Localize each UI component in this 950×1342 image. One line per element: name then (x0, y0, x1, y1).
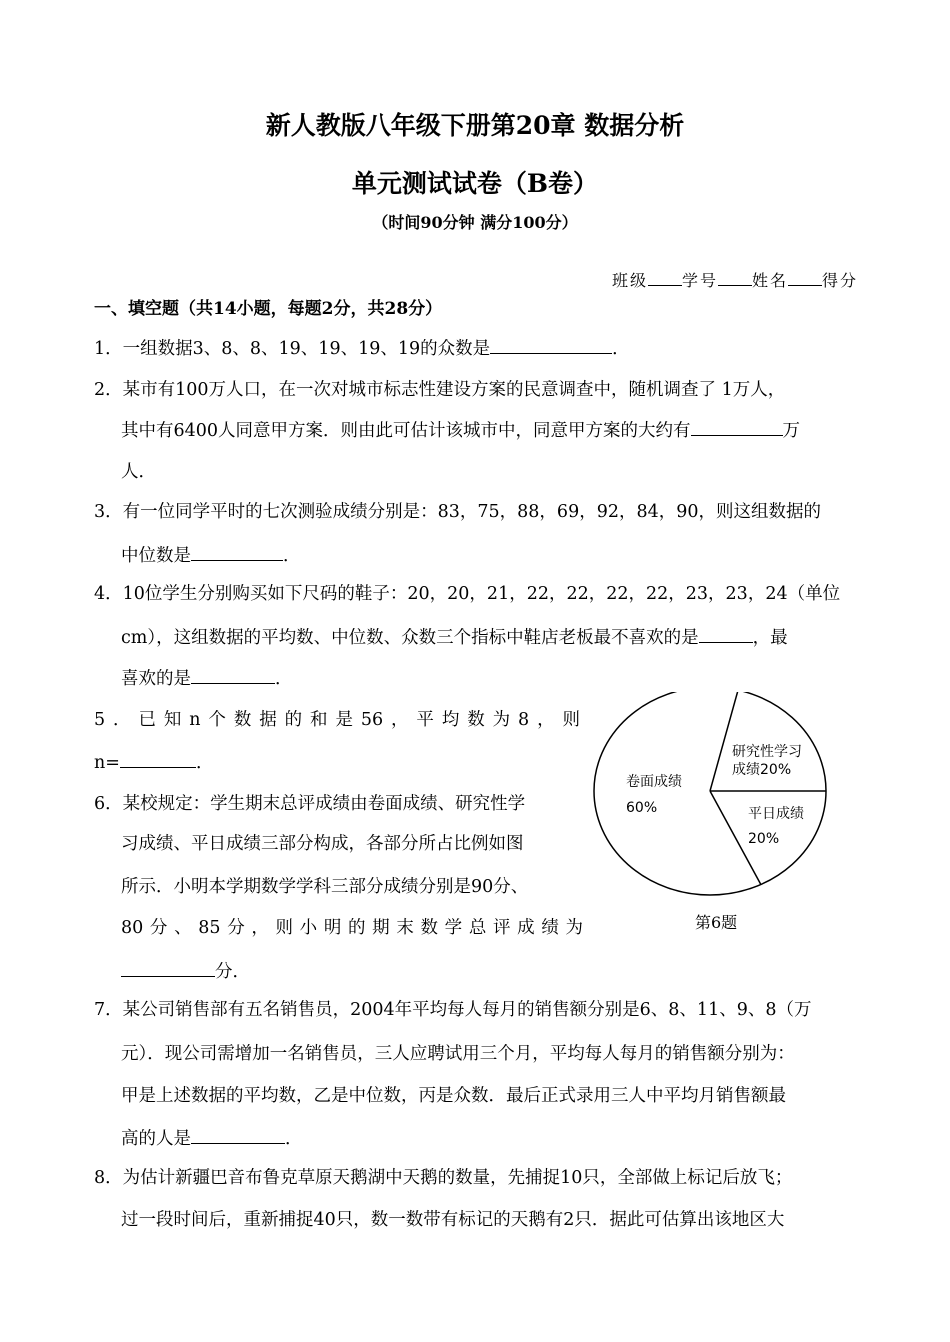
q4-answer-blank-2[interactable] (191, 664, 275, 684)
question-8-line2: 过一段时间后，重新捕捉40只，数一数带有标记的天鹅有2只．据此可估算出该地区大 (121, 1210, 785, 1230)
chart-caption: 第6题 (695, 913, 738, 932)
subtitle: （时间90分钟 满分100分） (372, 213, 578, 232)
question-4-line2 (121, 623, 788, 649)
question-2-line2 (121, 416, 800, 442)
q1-text: 1．一组数据3、8、8、19、19、19、19的众数是 (94, 339, 491, 359)
slice-label-research-2: 成绩20% (732, 762, 792, 778)
id-blank[interactable] (718, 266, 752, 286)
q7-answer-blank[interactable] (191, 1124, 285, 1144)
question-1 (94, 334, 630, 360)
section-heading: 一、填空题（共14小题，每题2分，共28分） (94, 299, 443, 319)
name-blank[interactable] (788, 266, 822, 286)
q6-end: 分． (215, 962, 250, 982)
slice-pct-exam: 60% (626, 800, 658, 816)
score-label: 得分 (821, 271, 858, 290)
question-6-line1: 6．某校规定：学生期末总评成绩由卷面成绩、研究性学 (94, 794, 526, 814)
slice-label-exam: 卷面成绩 (626, 774, 682, 790)
q2-answer-blank[interactable] (691, 416, 783, 436)
question-7-line3: 甲是上述数据的平均数，乙是中位数，丙是众数．最后正式录用三人中平均月销售额最 (121, 1086, 786, 1106)
q5-answer-blank[interactable] (120, 748, 196, 768)
slice-pct-daily: 20% (748, 831, 780, 847)
question-6-line4: 80分、85分，则小明的期末数学总评成绩为 (121, 918, 583, 938)
name-label: 姓名 (751, 271, 788, 290)
id-label: 学号 (681, 271, 718, 290)
q4-text-2: 喜欢的是 (121, 669, 191, 689)
pie-outline (594, 692, 826, 895)
question-7-line4 (121, 1124, 303, 1150)
question-5-line1: 5．已知n个数据的和是56，平均数为8，则 (94, 710, 580, 730)
title-line1: 新人教版八年级下册第20章 数据分析 (265, 111, 685, 140)
q1-answer-blank[interactable] (490, 334, 612, 354)
title-line2: 单元测试试卷（B卷） (351, 169, 599, 198)
question-3-line1: 3．有一位同学平时的七次测验成绩分别是：83，75，88，69，92，84，90，则这组数据的 (94, 502, 822, 522)
q5-end: ． (195, 753, 214, 773)
q3-answer-blank[interactable] (191, 541, 283, 561)
question-3-line2 (121, 541, 301, 567)
student-info (612, 266, 858, 291)
question-6-line5 (121, 957, 250, 983)
question-6-line2: 习成绩、平日成绩三部分构成，各部分所占比例如图 (121, 834, 524, 854)
q7-text: 高的人是 (121, 1129, 191, 1149)
slice-label-daily: 平日成绩 (748, 806, 804, 822)
pie-chart (592, 692, 866, 942)
q4-mid: ，最 (752, 628, 788, 648)
question-2-line1: 2．某市有100万人口，在一次对城市标志性建设方案的民意调查中，随机调查了 1万人， (94, 380, 786, 400)
class-label: 班级 (611, 271, 648, 290)
class-blank[interactable] (648, 266, 682, 286)
slice-label-research-1: 研究性学习 (732, 744, 802, 760)
question-6-line3: 所示．小明本学期数学学科三部分成绩分别是90分、 (121, 877, 529, 897)
q3-end: ． (283, 546, 301, 566)
question-7-line2: 元）．现公司需增加一名销售员，三人应聘试用三个月，平均每人每月的销售额分别为： (121, 1044, 795, 1064)
q1-end: ． (612, 339, 630, 359)
question-7-line1: 7．某公司销售部有五名销售员，2004年平均每人每月的销售额分别是6、8、11、9、8（万 (94, 1000, 812, 1020)
question-4-line1: 4．10位学生分别购买如下尺码的鞋子：20，20，21，22，22，22，22，23，23，24（单位 (94, 584, 841, 604)
question-8-line1: 8．为估计新疆巴音布鲁克草原天鹅湖中天鹅的数量，先捕捉10只，全部做上标记后放飞； (94, 1168, 793, 1188)
q4-text: cm），这组数据的平均数、中位数、众数三个指标中鞋店老板最不喜欢的是 (121, 628, 699, 648)
q7-end: ． (285, 1129, 303, 1149)
q3-text: 中位数是 (121, 546, 191, 566)
q4-end: ． (275, 669, 293, 689)
pie-chart-svg (592, 692, 866, 942)
question-5-line2 (94, 748, 213, 774)
q2-text: 其中有6400人同意甲方案．则由此可估计该城市中，同意甲方案的大约有 (121, 421, 691, 441)
q4-answer-blank-1[interactable] (699, 623, 753, 643)
q2-unit: 万 (782, 421, 801, 441)
question-4-line3 (121, 664, 293, 690)
q5-text: n= (94, 753, 120, 773)
question-2-line3: 人． (121, 462, 156, 482)
q6-answer-blank[interactable] (121, 957, 215, 977)
